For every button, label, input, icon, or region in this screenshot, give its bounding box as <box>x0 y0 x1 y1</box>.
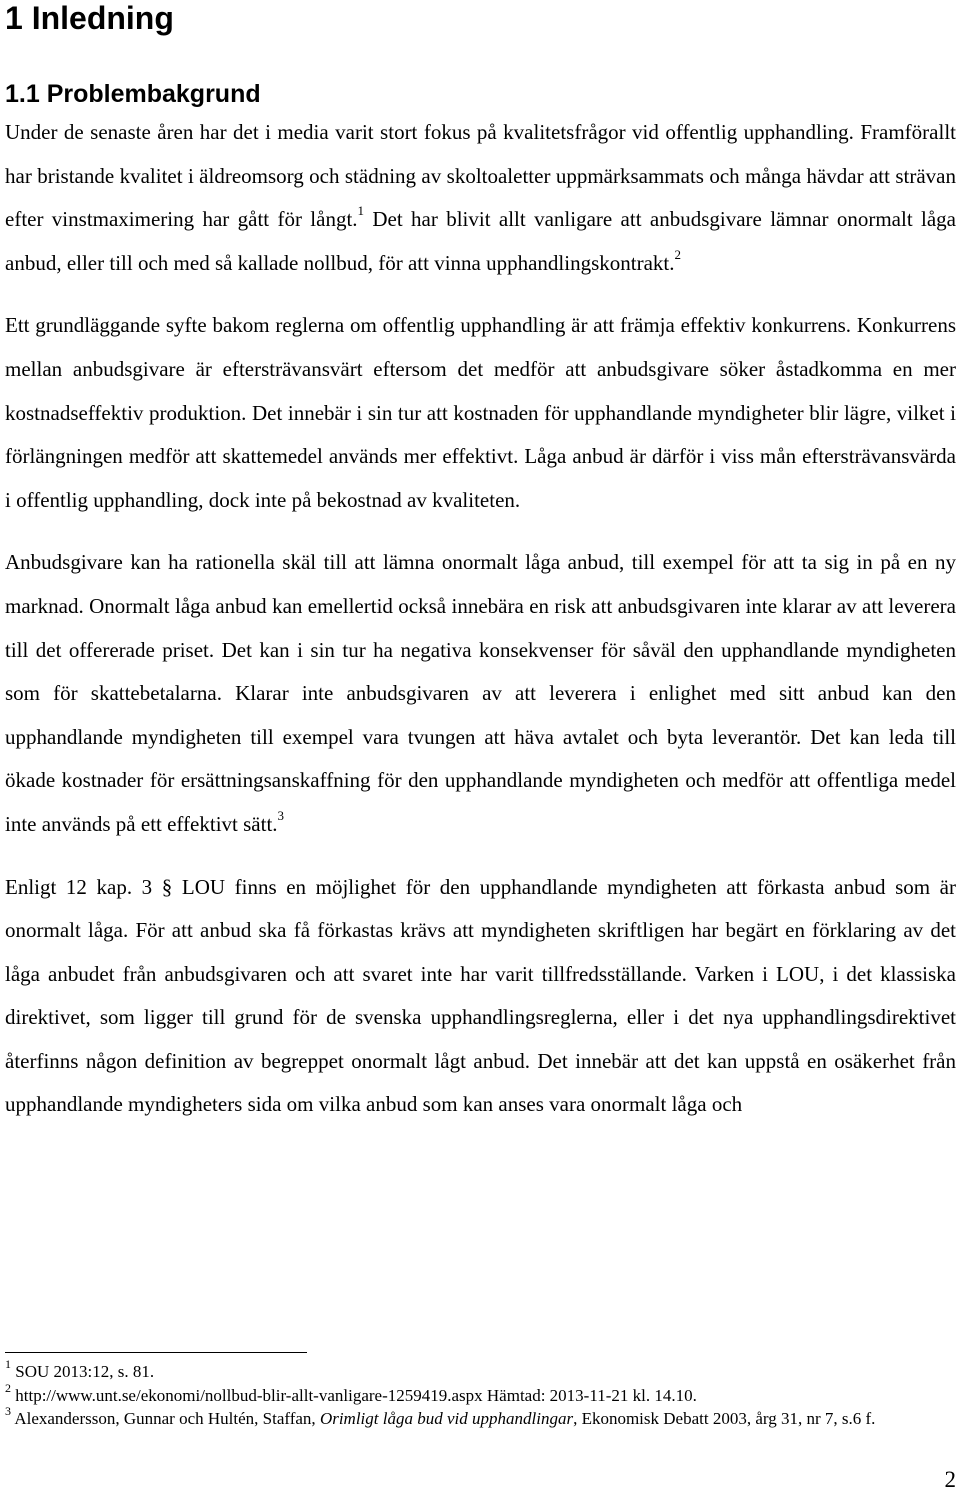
footnote-item <box>5 1404 956 1431</box>
document-page <box>5 0 956 1127</box>
footnote-text: , Ekonomisk Debatt 2003, årg 31, nr 7, s.6 f. <box>573 1409 876 1428</box>
footnote-text: SOU 2013:12, s. 81. <box>15 1362 155 1381</box>
paragraph <box>5 866 956 1128</box>
paragraph-text: Det har blivit allt vanligare att anbudsgivare lämnar onormalt låga anbud, eller till och med så kallade nollbud, för att vinna upphandlingskontrakt. <box>5 207 956 275</box>
chapter-heading: 1 Inledning <box>5 0 174 36</box>
paragraph <box>5 541 956 846</box>
section-heading: 1.1 Problembakgrund <box>5 80 261 108</box>
footnote-number: 3 <box>5 1404 11 1419</box>
footnote-number: 2 <box>5 1380 11 1395</box>
footnote-item <box>5 1357 956 1384</box>
footnote-text: Alexandersson, Gunnar och Hultén, Staffan, <box>14 1409 320 1428</box>
body-text <box>5 111 956 1127</box>
paragraph <box>5 111 956 285</box>
paragraph-text: Ett grundläggande syfte bakom reglerna om offentlig upphandling är att främja effektiv konkurrens. Konkurrens mellan anbudsgivare är eftersträvansvärt eftersom det medför att anbudsgivare söker åstadkomma en mer kostnadseffektiv produktion. Det innebär i sin tur att kostnaden för upphandlande myndigheter blir lägre, vilket i förlängningen medför att skattemedel används mer effektivt. Låga anbud är därför i viss mån eftersträvansvärda i offentlig upphandling, dock inte på bekostnad av kvaliteten. <box>5 313 956 512</box>
footnote-separator <box>5 1352 307 1353</box>
footnote-number: 1 <box>5 1357 11 1372</box>
footnote-reference: 3 <box>277 807 285 823</box>
page-number: 2 <box>944 1467 956 1492</box>
footnote-reference: 1 <box>357 203 365 219</box>
paragraph-text: Anbudsgivare kan ha rationella skäl till att lämna onormalt låga anbud, till exempel för att ta sig in på en ny marknad. Onormalt låga anbud kan emellertid också innebära en risk att anbudsgivaren inte klarar av att leverera till det offererade priset. Det kan i sin tur ha negativa konsekvenser för såväl den upphandlande myndigheten som för skattebetalarna. Klarar inte anbudsgivaren av att leverera i enlighet med sitt anbud kan den upphandlande myndigheten till exempel vara tvungen att häva avtalet och byta leverantör. Det kan leda till ökade kostnader för ersättningsanskaffning för den upphandlande myndigheten och medför att offentliga medel inte används på ett effektivt sätt. <box>5 550 956 836</box>
paragraph-text: Under de senaste åren har det i media varit stort fokus på kvalitetsfrågor vid offentlig upphandling. Framförallt har bristande kvalitet i äldreomsorg och städning av skoltoaletter uppmärksammats och många hävdar att strävan efter vinstmaximering har gått för långt. <box>5 120 956 232</box>
footnote-title: Orimligt låga bud vid upphandlingar <box>319 1409 574 1428</box>
paragraph <box>5 304 956 522</box>
footnote-text: http://www.unt.se/ekonomi/nollbud-blir-allt-vanligare-1259419.aspx Hämtad: 2013-11-21 kl. 14.10. <box>15 1385 697 1405</box>
paragraph-text: Enligt 12 kap. 3 § LOU finns en möjlighet för den upphandlande myndigheten att förkasta anbud som är onormalt låga. För att anbud ska få förkastas krävs att myndigheten skriftligen har begärt en förklaring av det låga anbudet från anbudsgivaren och att svaret inte har varit tillfredsställande. Varken i LOU, i det klassiska direktivet, som ligger till grund för de svenska upphandlingsreglerna, eller i det nya upphandlingsdirektivet återfinns någon definition av begreppet onormalt lågt anbud. Det innebär att det kan uppstå en osäkerhet från upphandlande myndigheters sida om vilka anbud som kan anses vara onormalt låga och <box>5 874 956 1117</box>
footnote-item <box>5 1380 956 1408</box>
footnotes <box>5 1357 956 1431</box>
footnote-reference: 2 <box>674 246 682 262</box>
